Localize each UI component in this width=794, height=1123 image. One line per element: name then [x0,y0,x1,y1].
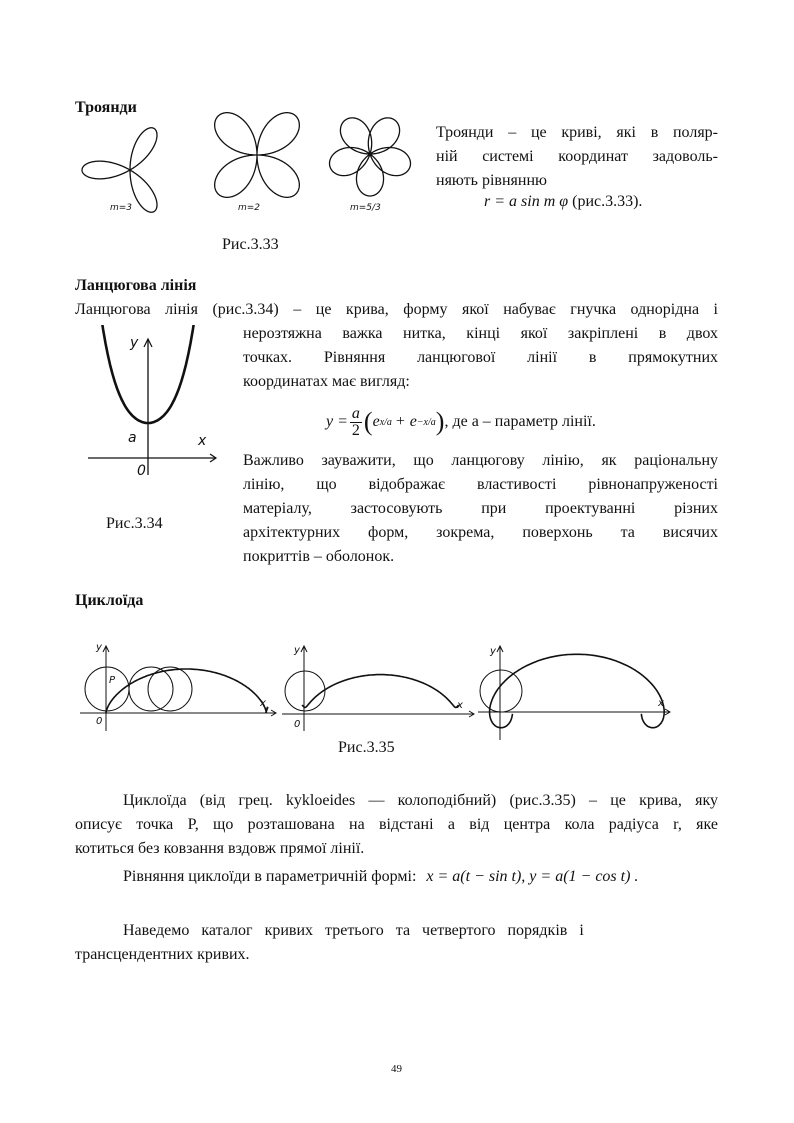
cycloid-heading: Циклоїда [75,592,144,609]
catenary-figure [82,325,222,480]
svg-text:x: x [260,698,266,709]
svg-text:y: y [490,646,496,657]
catenary-caption: Рис.3.34 [106,515,163,532]
cycloid-para-1: Циклоїда (від грец. kykloeides — колоподібний) (рис.3.35) – це крива, яку [123,792,718,809]
catenary-origin-label: 0 [137,463,146,479]
rose-m5-3 [330,118,411,196]
roses-formula [484,193,642,211]
catenary-y-label: y [130,335,139,351]
catenary-x-label: x [198,433,207,449]
cycloid-caption: Рис.3.35 [338,739,395,756]
roses-formula-ref: (рис.3.33). [572,193,643,210]
catenary-important-3: матеріалу, застосовують при проектуванні різних [243,500,718,517]
svg-text:0: 0 [96,716,103,727]
catenary-a-label: a [128,430,137,446]
catenary-fraction [350,406,362,439]
rose-m2 [215,113,300,198]
roses-line-1: Троянди – це криві, які в поляр- [436,124,718,141]
catenary-important-4: архітектурних форм, зокрема, поверхонь та висячих [243,524,718,541]
svg-text:P: P [109,675,116,686]
catenary-frac-den: 2 [351,421,360,439]
svg-text:x: x [658,698,664,709]
catalog-line-1: Наведемо каталог кривих третього та четвертого порядків і [123,922,584,939]
catenary-line-2: точках. Рівняння ланцюгової лінії в прямокутних [243,349,718,366]
catenary-exp-2: −x/a [416,416,436,428]
label-m2: m=2 [238,203,261,213]
label-m3: m=3 [110,203,133,213]
catenary-exp-base-2: + e [394,413,417,430]
roses-line-3: няють рівнянню [436,172,547,189]
roses-line-2: ній системі координат задоволь- [436,148,718,165]
catenary-important-2: лінію, що відображає властивості рівнонапруженості [243,476,718,493]
svg-text:y: y [96,642,102,653]
catalog-line-2: трансцендентних кривих. [75,946,250,963]
cycloid-param-text: Рівняння циклоїди в параметричній формі: [123,868,417,885]
catenary-exp-base-1: e [372,413,380,430]
svg-text:0: 0 [294,719,301,730]
catenary-formula-tail: , де a – параметр лінії. [444,413,596,430]
cycloid-param [123,865,638,890]
catenary-line-1: нерозтяжна важка нитка, кінці якої закріплені в двох [243,325,718,342]
roses-heading: Троянди [75,99,137,116]
catenary-line-3: координатах має вигляд: [243,373,410,390]
catenary-frac-num: a [351,404,360,422]
svg-text:y: y [294,645,300,656]
catenary-heading: Ланцюгова лінія [75,277,197,294]
catenary-exp-1: x/a [379,416,392,428]
cycloid-para-3: котиться без ковзання вздовж прямої лінії. [75,840,365,857]
catenary-formula: y = $\frac{a}{2}$ ( e x/a + e −x/a ) , де a – параметр лінії. [326,404,596,439]
label-m53: m=5/3 [350,203,381,213]
roses-caption: Рис.3.33 [222,236,279,253]
cycloid-figure [76,636,676,746]
cycloid-param-formula: x = a(t − sin t), y = a(1 − cos t) . [426,868,639,885]
catenary-important-1: Важливо зауважити, що ланцюгову лінію, як раціональну [243,452,718,469]
roses-figure [80,112,430,222]
cycloid-fig-1 [80,642,276,731]
svg-text:x: x [457,700,463,711]
cycloid-para-2: описує точка P, що розташована на відстані a від центра кола радіуса r, яке [75,816,718,833]
catenary-formula-lhs: y = [326,413,348,430]
cycloid-fig-3 [478,646,670,740]
cycloid-fig-2 [282,645,474,731]
catenary-first-line: Ланцюгова лінія (рис.3.34) – це крива, форму якої набуває гнучка однорідна і [75,301,718,318]
catenary-important-5: покриттів – оболонок. [243,548,395,565]
page-number: 49 [391,1063,402,1075]
rose-m3 [82,128,157,212]
roses-formula-expr: r = a sin m φ [484,193,569,210]
